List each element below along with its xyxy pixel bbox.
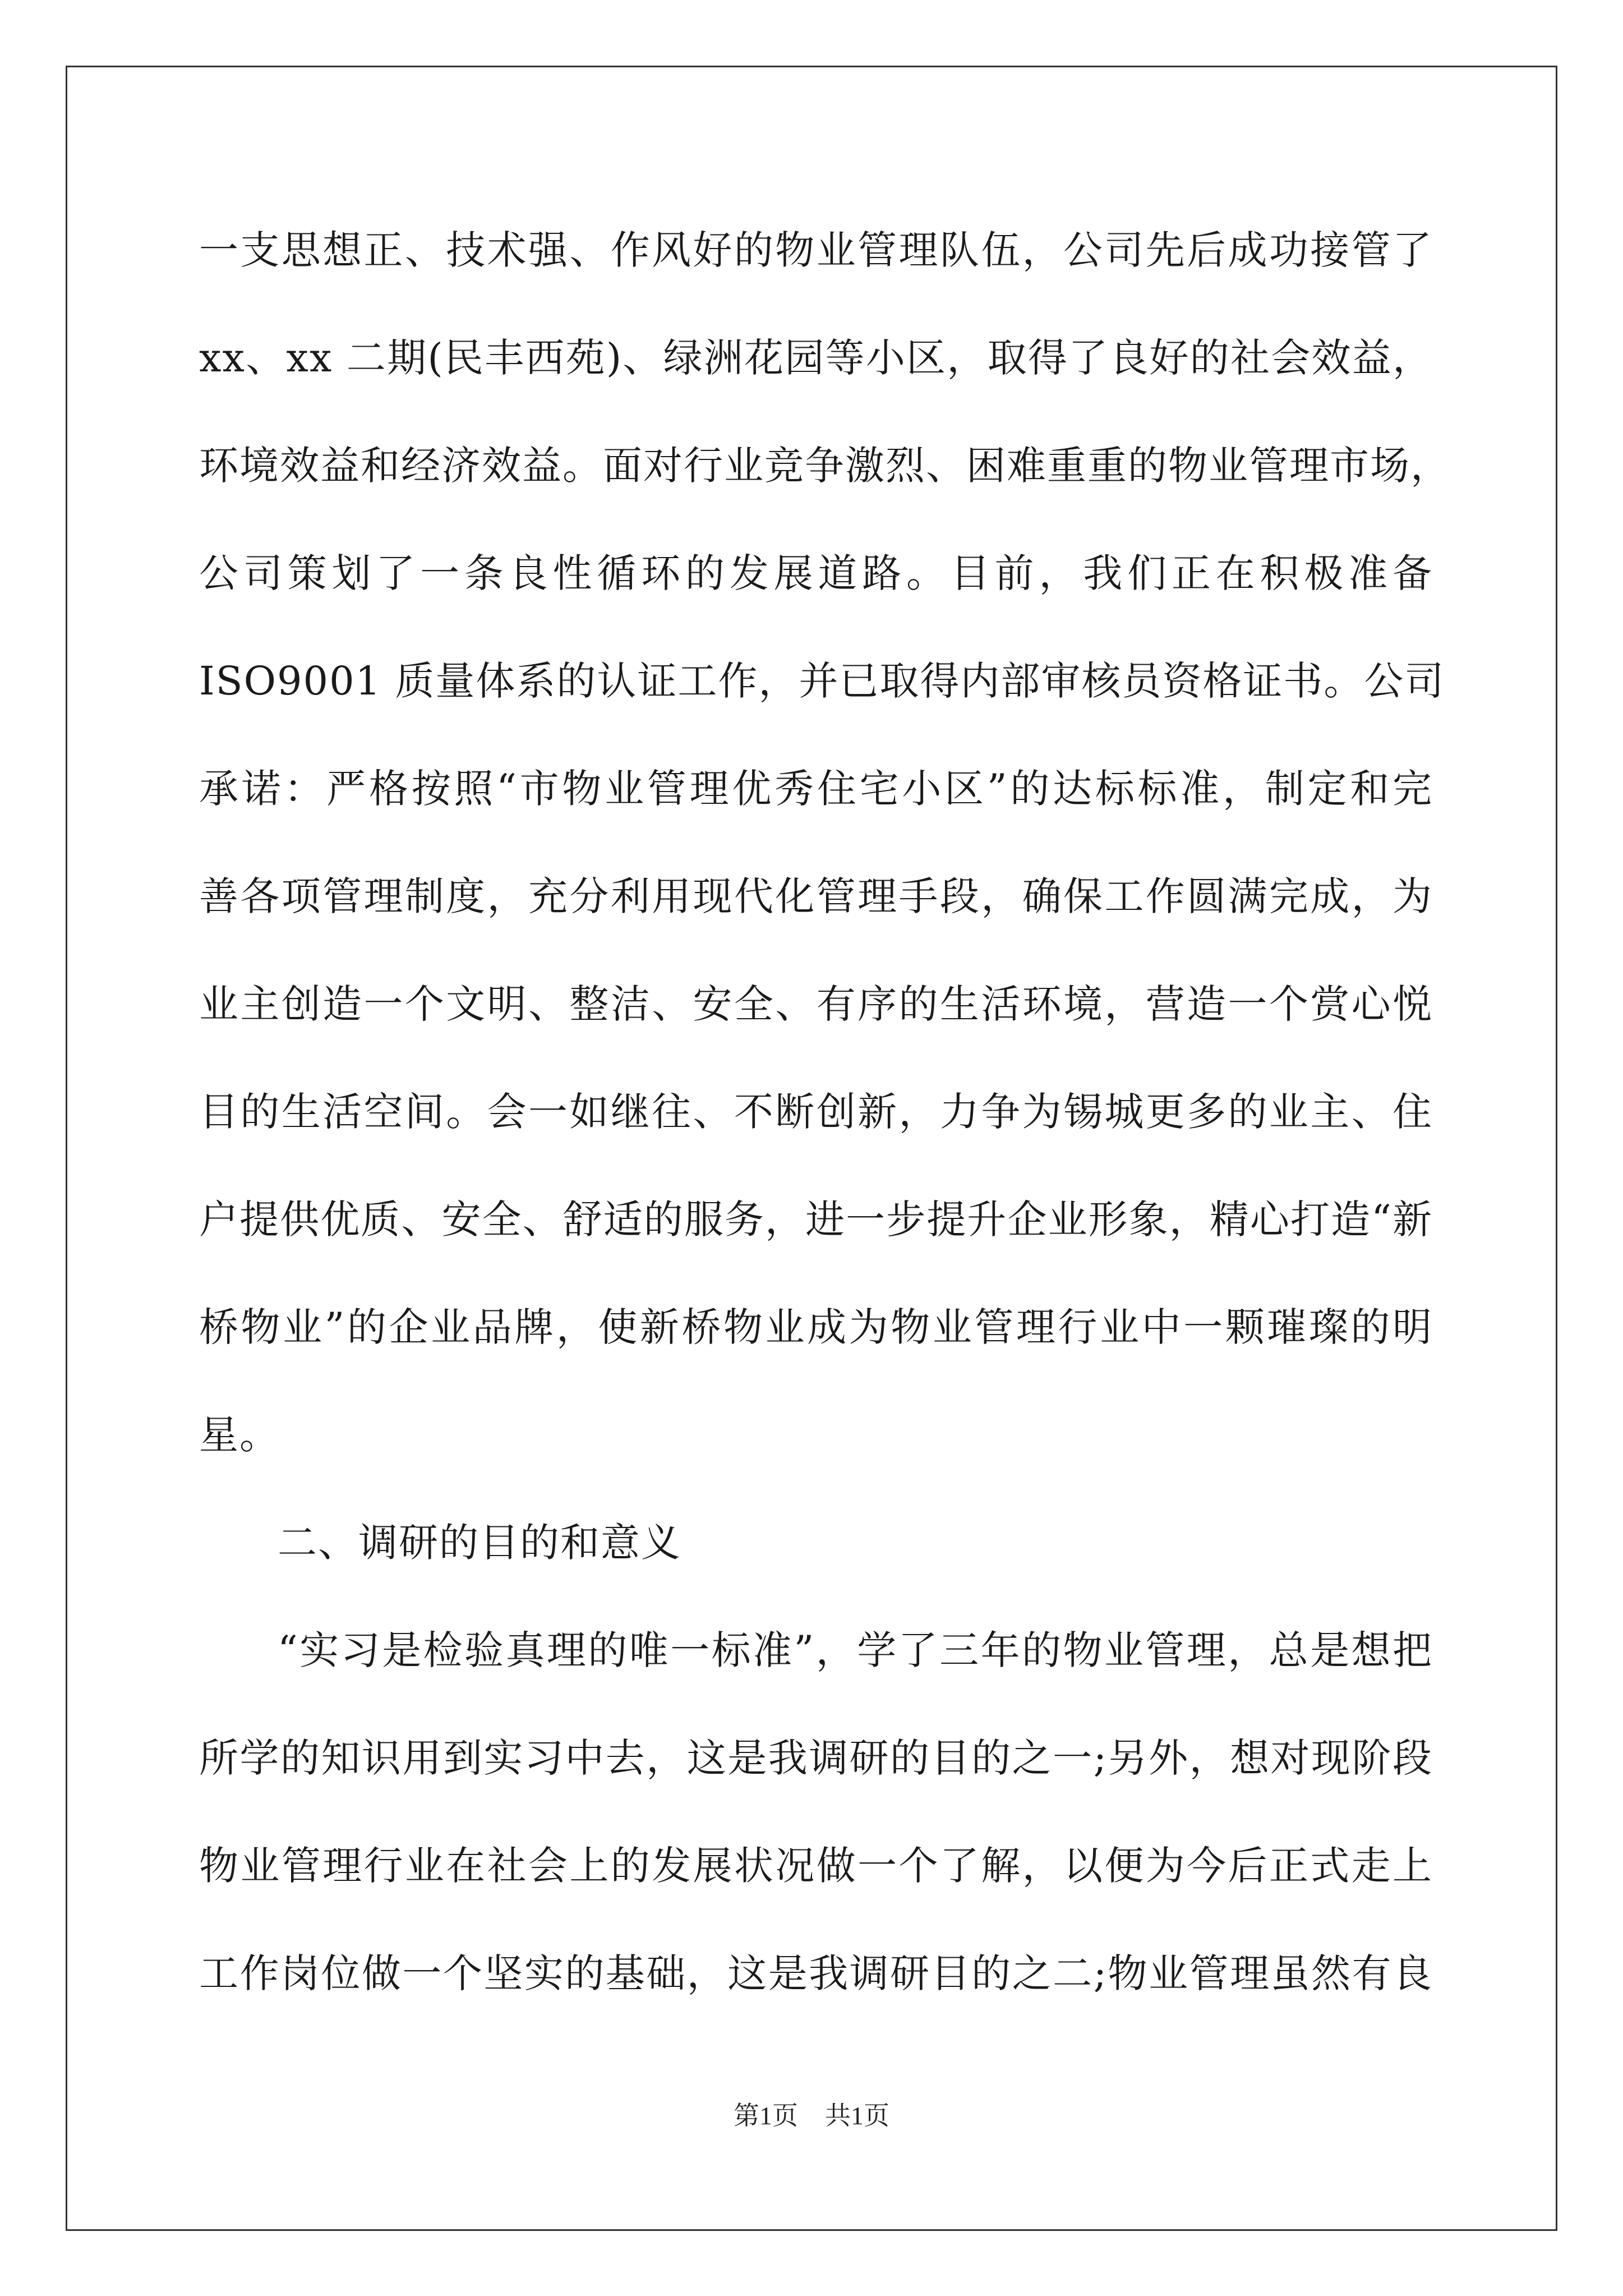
section-heading: 二、调研的目的和意义 <box>278 1520 681 1566</box>
body-line: xx、xx 二期(民丰西苑)、绿洲花园等小区，取得了良好的社会效益， <box>199 335 1433 381</box>
page-total: 共1页 <box>825 2101 889 2130</box>
body-line: 目的生活空间。会一如继往、不断创新，力争为锡城更多的业主、住 <box>199 1089 1433 1135</box>
body-line: 一支思想正、技术强、作风好的物业管理队伍，公司先后成功接管了 <box>199 227 1433 273</box>
body-line: 工作岗位做一个坚实的基础，这是我调研目的之二;物业管理虽然有良 <box>199 1950 1433 1996</box>
page-footer <box>0 2095 1623 2132</box>
body-line: 业主创造一个文明、整洁、安全、有序的生活环境，营造一个赏心悦 <box>199 981 1433 1027</box>
body-line: “实习是检验真理的唯一标准”，学了三年的物业管理，总是想把 <box>278 1627 1433 1673</box>
document-body <box>199 196 1451 2027</box>
page-number: 第1页 <box>734 2101 798 2130</box>
body-line: 公司策划了一条良性循环的发展道路。目前，我们正在积极准备 <box>199 550 1433 596</box>
body-line: 所学的知识用到实习中去，这是我调研的目的之一;另外，想对现阶段 <box>199 1735 1433 1781</box>
body-line: ISO9001 质量体系的认证工作，并已取得内部审核员资格证书。公司 <box>199 658 1445 704</box>
body-line: 户提供优质、安全、舒适的服务，进一步提升企业形象，精心打造“新 <box>199 1197 1433 1243</box>
body-line: 善各项管理制度，充分利用现代化管理手段，确保工作圆满完成，为 <box>199 873 1433 919</box>
body-line: 承诺：严格按照“市物业管理优秀住宅小区”的达标标准，制定和完 <box>199 766 1433 812</box>
body-line: 环境效益和经济效益。面对行业竞争激烈、困难重重的物业管理市场， <box>199 443 1451 489</box>
body-line: 星。 <box>199 1412 280 1458</box>
body-line: 物业管理行业在社会上的发展状况做一个了解，以便为今后正式走上 <box>199 1843 1433 1889</box>
body-line: 桥物业”的企业品牌，使新桥物业成为物业管理行业中一颗璀璨的明 <box>199 1304 1433 1350</box>
